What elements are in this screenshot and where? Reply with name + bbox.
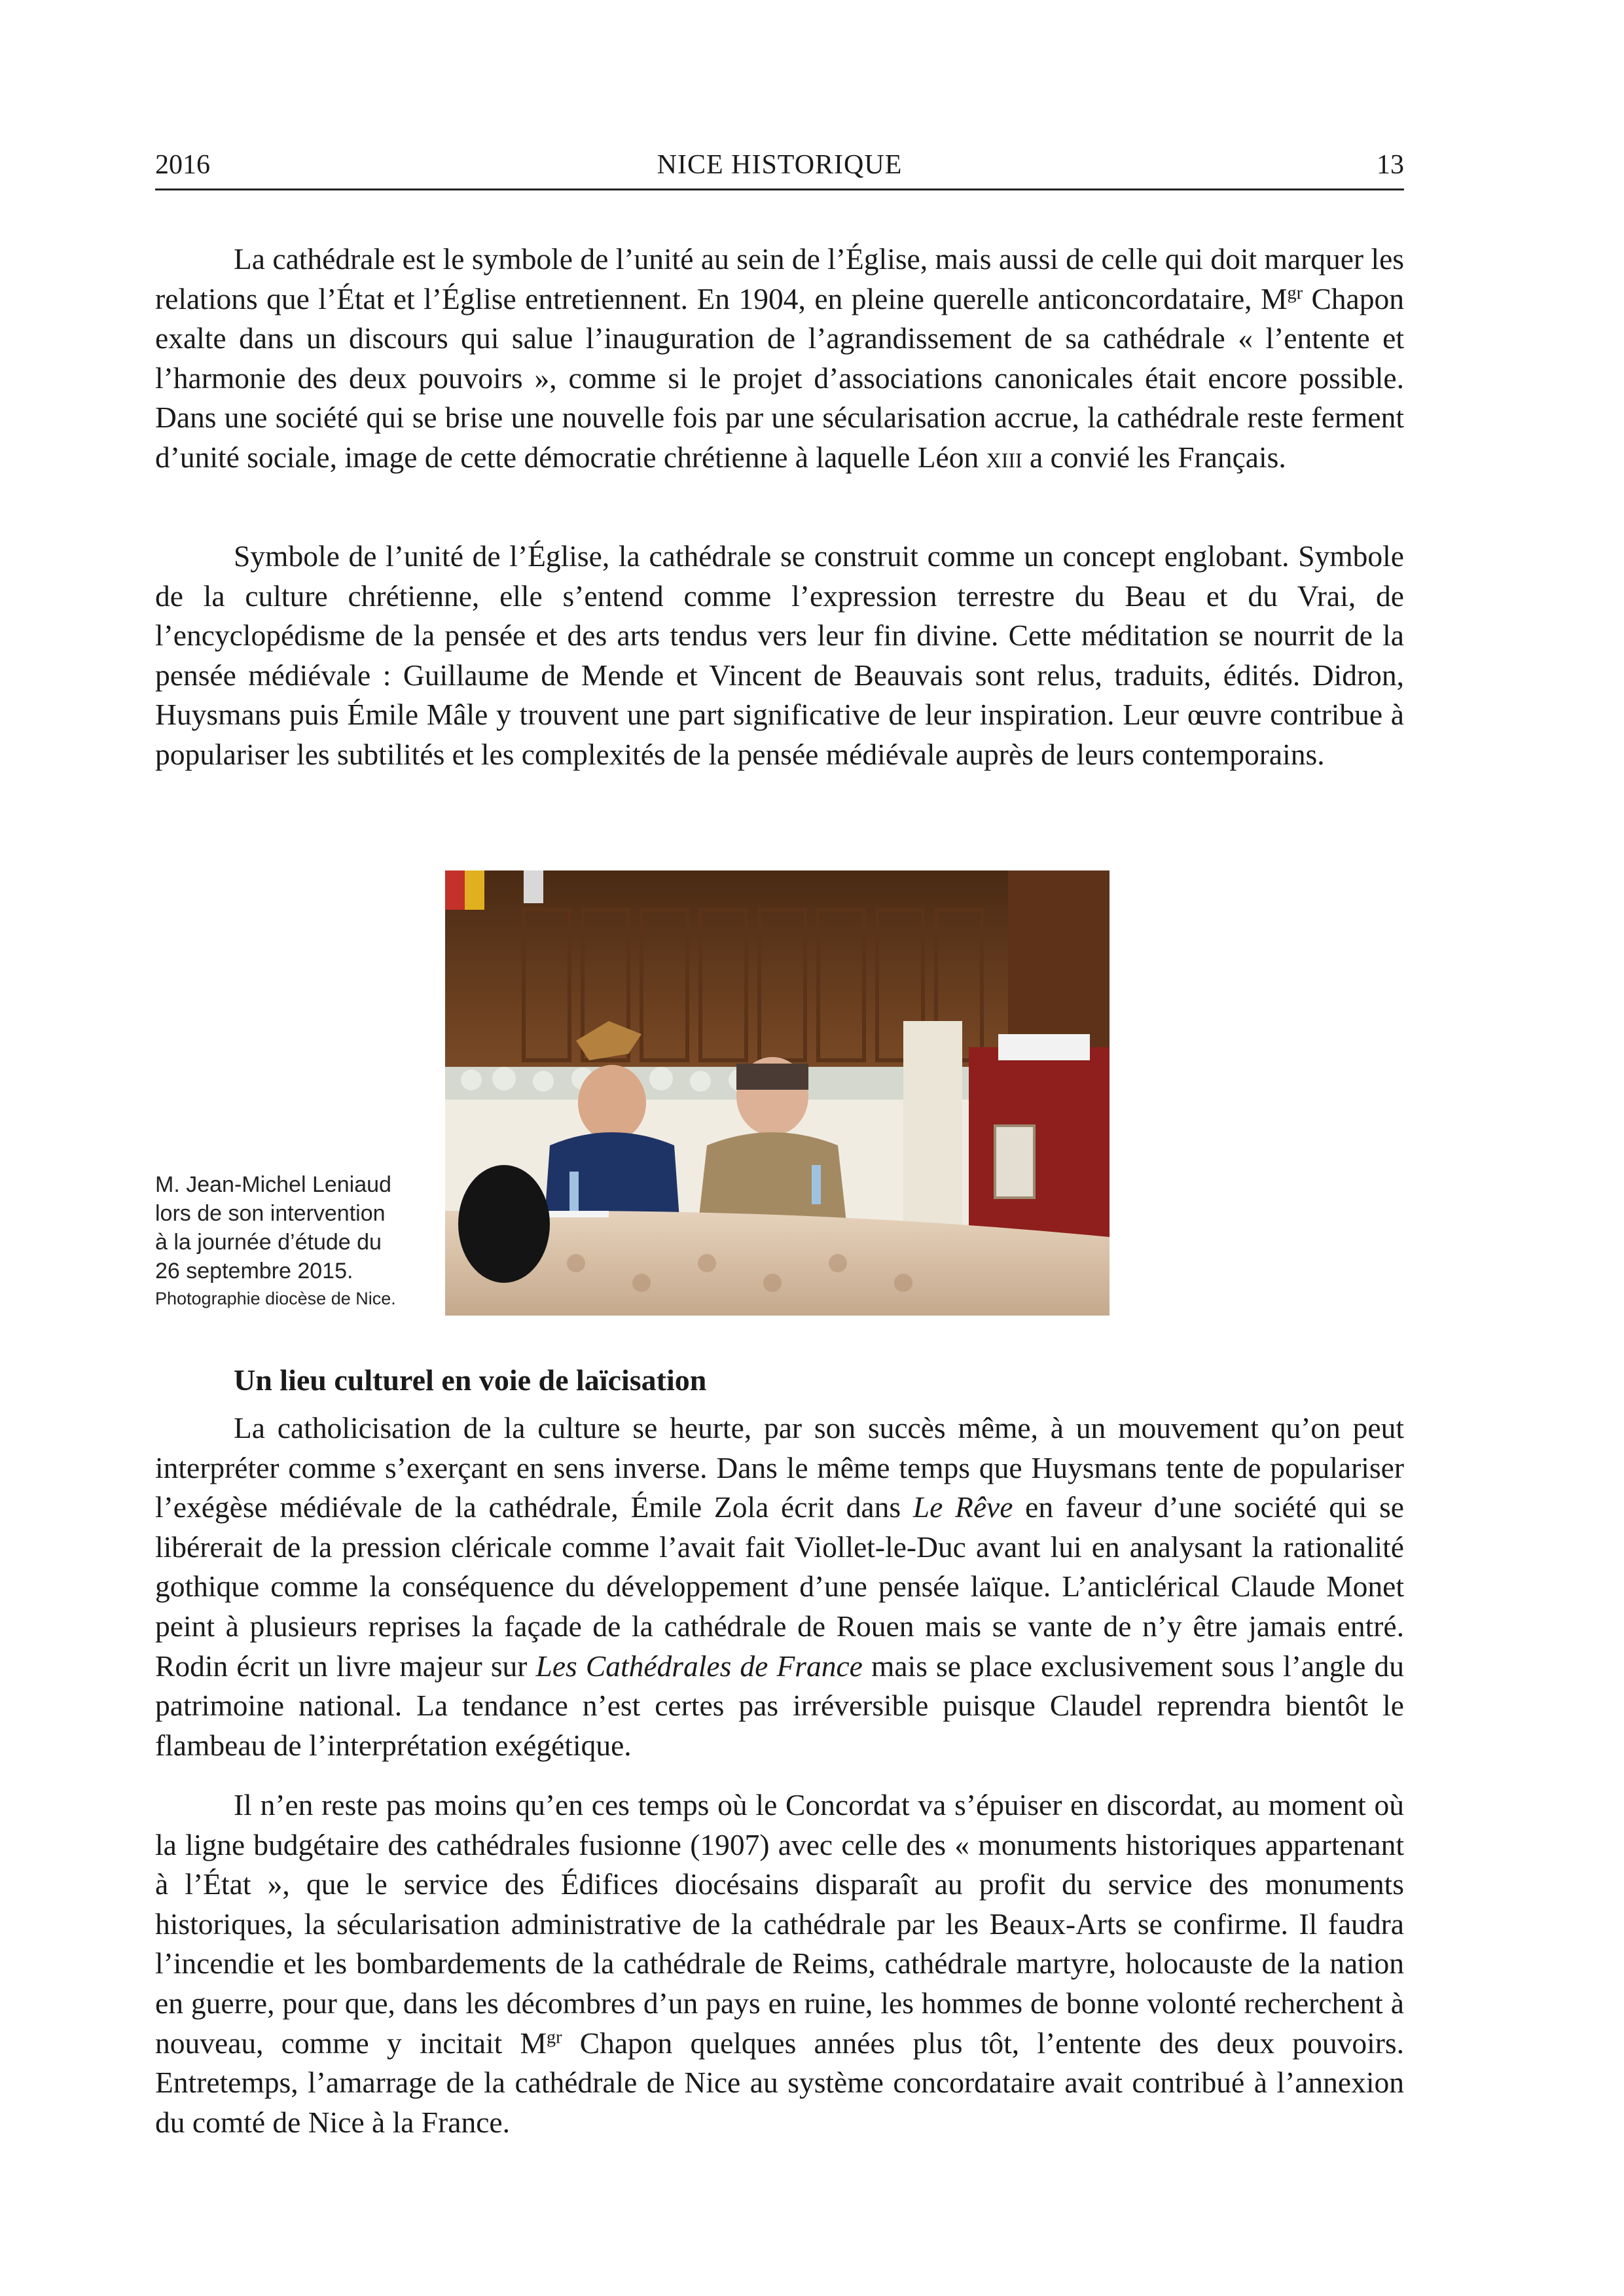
text-run: La cathédrale est le symbole de l’unité au sein de l’Église, mais aussi de celle qui doit marquer les relations que l’État et l’Église entretiennent. En 1904, en pleine querelle anticoncordataire, M bbox=[155, 242, 1404, 315]
header-year: 2016 bbox=[155, 150, 210, 180]
running-header bbox=[155, 149, 1404, 190]
paragraph-secularisation bbox=[155, 1785, 1404, 2142]
paragraph-culture-catholicisation bbox=[155, 1408, 1404, 1765]
section-heading: Un lieu culturel en voie de laïcisation bbox=[234, 1363, 707, 1397]
caption-line: à la journée d’étude du bbox=[155, 1230, 382, 1255]
text-run: La catholicisation de la culture se heurte, par son succès même, à un mouvement qu’on peut interpréter comme s’exerçant en sens inverse. Dans le même temps que Huysmans tente de populariser l’exégèse médiévale de la cathédrale, Émile Zola écrit dans bbox=[155, 1411, 1404, 1524]
paragraph-cathedral-unity bbox=[155, 240, 1404, 478]
text-run: Chapon quelques années plus tôt, l’entente des deux pouvoirs. Entretemps, l’amarrage de la cathédrale de Nice au système concordataire avait contribué à l’annexion du comté de Nice à la France. bbox=[155, 2026, 1404, 2139]
caption-line: lors de son intervention bbox=[155, 1201, 386, 1226]
text-run: Il n’en reste pas moins qu’en ces temps où le Concordat va s’épuiser en discordat, au moment où la ligne budgétaire des cathédrales fusionne (1907) avec celle des « monuments historiques appartenant à l’État », que le service des Édifices diocésains disparaît au profit du service des monuments historiques, la sécularisation administrative de la cathédrale par les Beaux-Arts se confirme. Il faudra l’incendie et les bombardements de la cathédrale de Reims, cathédrale martyre, holocauste de la nation en guerre, pour que, dans les décombres d’un pays en ruine, les hommes de bonne volonté recherchent à nouveau, comme y incitait M bbox=[155, 1788, 1404, 2060]
photo-illustration bbox=[445, 870, 1110, 1316]
photo-credit: Photographie diocèse de Nice. bbox=[155, 1289, 396, 1308]
caption-line: M. Jean-Michel Leniaud bbox=[155, 1172, 391, 1197]
text-run: Chapon exalte dans un discours qui salue l’inauguration de l’agrandissement de sa cathédrale « l’entente et l’harmonie des deux pouvoirs », comme si le projet d’associations canonicales était encore possible. Dans une société qui se brise une nouvelle fois par une sécularisation accrue, la cathédrale reste ferment d’unité sociale, image de cette démocratie chrétienne à laquelle Léon bbox=[155, 281, 1404, 474]
superscript-abbrev: gr bbox=[547, 2027, 562, 2048]
journal-title: NICE HISTORIQUE bbox=[657, 150, 903, 180]
roman-numeral: xiii bbox=[986, 440, 1022, 474]
figure-caption bbox=[155, 1170, 430, 1312]
superscript-abbrev: gr bbox=[1287, 283, 1303, 304]
paragraph-cathedral-concept: Symbole de l’unité de l’Église, la cathédrale se construit comme un concept englobant. Symbole de la culture chrétienne, elle s’entend comme l’expression terrestre du Beau et du Vrai, de l’encyclopédisme de la pensée et des arts tendus vers leur fin divine. Cette méditation se nourrit de la pensée médiévale : Guillaume de Mende et Vincent de Beauvais sont relus, traduits, édités. Didron, Huysmans puis Émile Mâle y trouvent une part significative de leur inspiration. Leur œuvre contribue à populariser les subtilités et les complexités de la pensée médiévale auprès de leurs contemporains. bbox=[155, 539, 1404, 771]
book-title: Le Rêve bbox=[912, 1490, 1013, 1524]
page-number: 13 bbox=[1377, 150, 1404, 180]
text-run: en faveur d’une société qui se libérerait de la pression cléricale comme l’avait fait Viollet-le-Duc avant lui en analysant la rationalité gothique comme la conséquence du développement d’une pensée laïque. L’anticlérical Claude Monet peint à plusieurs reprises la façade de la cathédrale de Rouen mais se vante de n’y être jamais entré. Rodin écrit un livre majeur sur bbox=[155, 1490, 1404, 1683]
book-title: Les Cathédrales de France bbox=[535, 1649, 863, 1683]
text-run: a convié les Français. bbox=[1022, 440, 1286, 474]
text-run: mais se place exclusivement sous l’angle du patrimoine national. La tendance n’est certes pas irréversible puisque Claudel reprendra bientôt le flambeau de l’interprétation exégétique. bbox=[155, 1649, 1404, 1762]
conference-photo bbox=[445, 870, 1110, 1316]
caption-line: 26 septembre 2015. bbox=[155, 1259, 353, 1283]
